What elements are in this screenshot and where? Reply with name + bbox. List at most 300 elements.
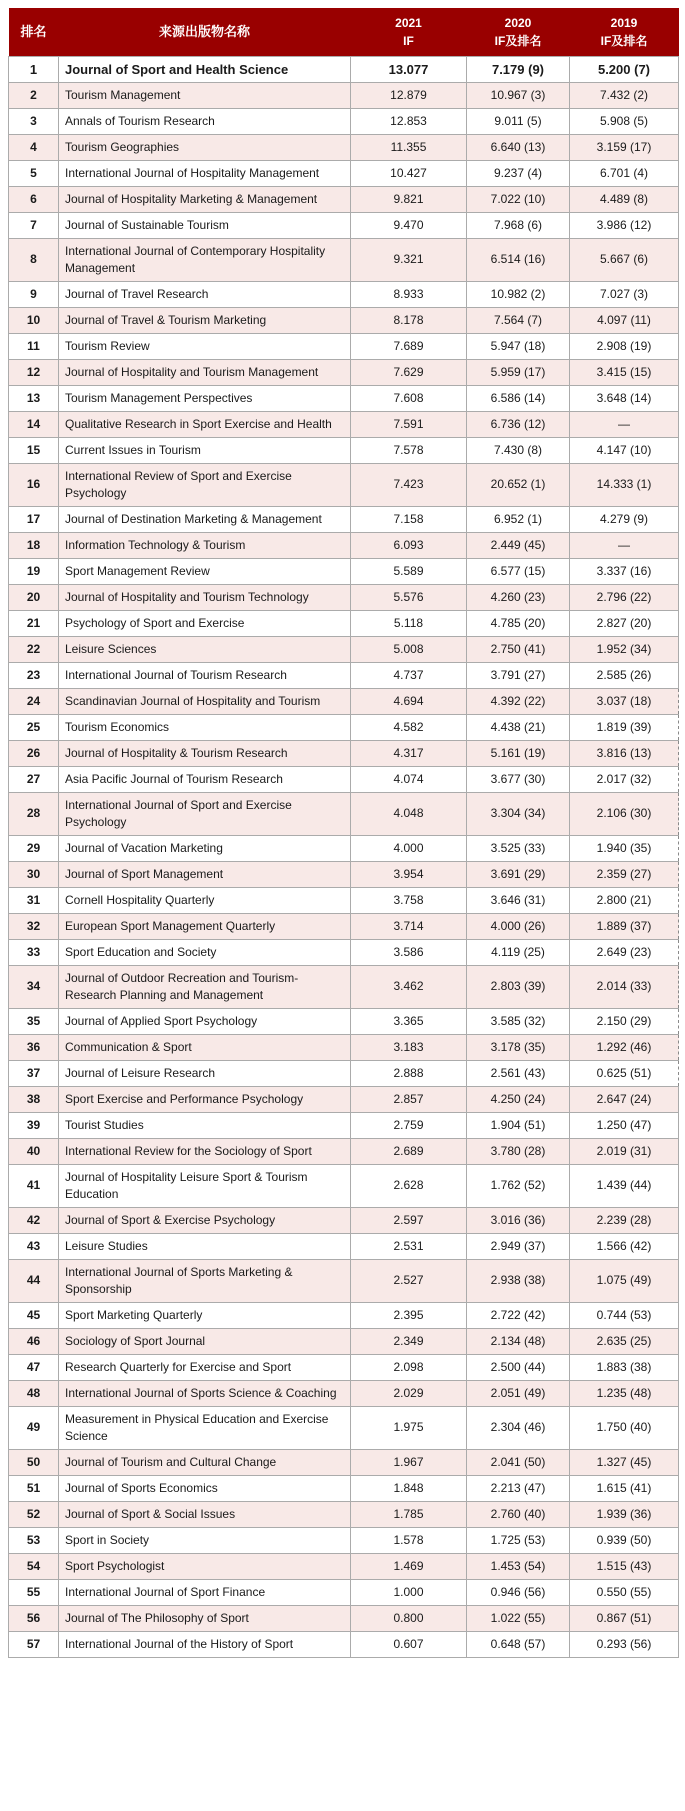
table-row [9, 1553, 679, 1579]
if-2021-cell: 4.694 [351, 688, 467, 714]
if-2019-cell: 1.250 (47) [570, 1112, 679, 1138]
col-header-2020-label: IF及排名 [494, 33, 542, 48]
journal-name-cell: Current Issues in Tourism [59, 437, 351, 463]
rank-cell: 22 [9, 636, 59, 662]
if-2019-cell: 5.667 (6) [570, 238, 679, 281]
table-row [9, 82, 679, 108]
if-2020-cell: 3.178 (35) [467, 1034, 570, 1060]
if-2020-cell: 3.585 (32) [467, 1008, 570, 1034]
col-header-2021-if [351, 8, 467, 56]
if-2020-cell: 2.500 (44) [467, 1354, 570, 1380]
if-2019-cell: 3.986 (12) [570, 212, 679, 238]
if-2021-cell: 0.800 [351, 1605, 467, 1631]
if-2019-cell: 3.337 (16) [570, 558, 679, 584]
if-2020-cell: 2.938 (38) [467, 1259, 570, 1302]
col-header-2020-if-rank [467, 8, 570, 56]
table-row [9, 558, 679, 584]
if-2021-cell: 1.975 [351, 1406, 467, 1449]
rank-cell: 42 [9, 1207, 59, 1233]
journal-name-cell: Tourism Review [59, 333, 351, 359]
journal-name-cell: Journal of Destination Marketing & Management [59, 506, 351, 532]
journal-name-cell: International Journal of Hospitality Management [59, 160, 351, 186]
if-2019-cell: 0.625 (51) [570, 1060, 679, 1086]
if-2021-cell: 5.576 [351, 584, 467, 610]
table-row [9, 1579, 679, 1605]
if-2019-cell: 4.489 (8) [570, 186, 679, 212]
table-row [9, 1086, 679, 1112]
if-2020-cell: 7.179 (9) [467, 56, 570, 82]
if-2020-cell: 3.646 (31) [467, 887, 570, 913]
if-2019-cell: 0.550 (55) [570, 1579, 679, 1605]
if-2021-cell: 2.759 [351, 1112, 467, 1138]
if-2020-cell: 7.564 (7) [467, 307, 570, 333]
if-2020-cell: 2.051 (49) [467, 1380, 570, 1406]
table-row [9, 766, 679, 792]
journal-name-cell: Scandinavian Journal of Hospitality and Tourism [59, 688, 351, 714]
if-2019-cell: 1.939 (36) [570, 1501, 679, 1527]
if-2019-cell: 4.097 (11) [570, 307, 679, 333]
if-2019-cell: 2.019 (31) [570, 1138, 679, 1164]
if-2020-cell: 6.640 (13) [467, 134, 570, 160]
journal-name-cell: Journal of Hospitality Leisure Sport & Tourism Education [59, 1164, 351, 1207]
table-row [9, 307, 679, 333]
journal-name-cell: Tourism Economics [59, 714, 351, 740]
rank-cell: 12 [9, 359, 59, 385]
if-2021-cell: 1.578 [351, 1527, 467, 1553]
table-row [9, 1060, 679, 1086]
if-2020-cell: 4.119 (25) [467, 939, 570, 965]
rank-cell: 35 [9, 1008, 59, 1034]
journal-name-cell: International Journal of Contemporary Hospitality Management [59, 238, 351, 281]
if-2020-cell: 3.791 (27) [467, 662, 570, 688]
col-header-rank: 排名 [9, 8, 59, 56]
rank-cell: 45 [9, 1302, 59, 1328]
journal-name-cell: Tourism Geographies [59, 134, 351, 160]
table-row [9, 861, 679, 887]
if-2019-cell: — [570, 532, 679, 558]
rank-cell: 52 [9, 1501, 59, 1527]
if-2019-cell: 7.027 (3) [570, 281, 679, 307]
if-2019-cell: 3.415 (15) [570, 359, 679, 385]
if-2021-cell: 4.000 [351, 835, 467, 861]
table-row [9, 965, 679, 1008]
journal-name-cell: Tourism Management [59, 82, 351, 108]
if-2021-cell: 12.853 [351, 108, 467, 134]
if-2021-cell: 7.591 [351, 411, 467, 437]
table-row [9, 56, 679, 82]
journal-name-cell: Journal of Sport Management [59, 861, 351, 887]
if-2020-cell: 2.134 (48) [467, 1328, 570, 1354]
rank-cell: 28 [9, 792, 59, 835]
table-row [9, 333, 679, 359]
journal-name-cell: Annals of Tourism Research [59, 108, 351, 134]
if-2020-cell: 4.250 (24) [467, 1086, 570, 1112]
if-2020-cell: 3.691 (29) [467, 861, 570, 887]
journal-name-cell: Journal of Sport and Health Science [59, 56, 351, 82]
table-row [9, 662, 679, 688]
page [0, 8, 685, 1658]
if-2021-cell: 5.008 [351, 636, 467, 662]
if-2021-cell: 3.183 [351, 1034, 467, 1060]
rank-cell: 11 [9, 333, 59, 359]
if-2019-cell: 1.889 (37) [570, 913, 679, 939]
if-2020-cell: 5.161 (19) [467, 740, 570, 766]
table-row [9, 1138, 679, 1164]
table-row [9, 1112, 679, 1138]
if-2020-cell: 2.750 (41) [467, 636, 570, 662]
rank-cell: 39 [9, 1112, 59, 1138]
if-2021-cell: 6.093 [351, 532, 467, 558]
if-2019-cell: 0.939 (50) [570, 1527, 679, 1553]
if-2021-cell: 1.469 [351, 1553, 467, 1579]
if-2021-cell: 8.178 [351, 307, 467, 333]
if-2021-cell: 7.689 [351, 333, 467, 359]
if-2020-cell: 3.525 (33) [467, 835, 570, 861]
table-row [9, 186, 679, 212]
rank-cell: 33 [9, 939, 59, 965]
if-2020-cell: 2.803 (39) [467, 965, 570, 1008]
if-2021-cell: 2.531 [351, 1233, 467, 1259]
if-2021-cell: 3.365 [351, 1008, 467, 1034]
table-row [9, 688, 679, 714]
rank-cell: 7 [9, 212, 59, 238]
journal-name-cell: International Journal of Sport Finance [59, 1579, 351, 1605]
if-2020-cell: 9.237 (4) [467, 160, 570, 186]
if-2019-cell: 3.037 (18) [570, 688, 679, 714]
if-2020-cell: 6.586 (14) [467, 385, 570, 411]
table-row [9, 636, 679, 662]
rank-cell: 10 [9, 307, 59, 333]
if-2019-cell: 1.566 (42) [570, 1233, 679, 1259]
rank-cell: 50 [9, 1449, 59, 1475]
if-2019-cell: 2.585 (26) [570, 662, 679, 688]
if-2021-cell: 3.462 [351, 965, 467, 1008]
if-2021-cell: 7.629 [351, 359, 467, 385]
journal-name-cell: Leisure Studies [59, 1233, 351, 1259]
rank-cell: 8 [9, 238, 59, 281]
rank-cell: 54 [9, 1553, 59, 1579]
journal-name-cell: Journal of The Philosophy of Sport [59, 1605, 351, 1631]
table-row [9, 532, 679, 558]
if-2020-cell: 4.438 (21) [467, 714, 570, 740]
journal-name-cell: Qualitative Research in Sport Exercise and Health [59, 411, 351, 437]
if-2020-cell: 7.968 (6) [467, 212, 570, 238]
if-2021-cell: 2.029 [351, 1380, 467, 1406]
if-2020-cell: 0.946 (56) [467, 1579, 570, 1605]
table-row [9, 1302, 679, 1328]
if-2021-cell: 13.077 [351, 56, 467, 82]
rank-cell: 24 [9, 688, 59, 714]
rank-cell: 51 [9, 1475, 59, 1501]
if-2020-cell: 1.022 (55) [467, 1605, 570, 1631]
if-2019-cell: 1.819 (39) [570, 714, 679, 740]
table-row [9, 1501, 679, 1527]
if-2019-cell: 4.147 (10) [570, 437, 679, 463]
if-2020-cell: 20.652 (1) [467, 463, 570, 506]
rank-cell: 4 [9, 134, 59, 160]
if-2019-cell: 1.883 (38) [570, 1354, 679, 1380]
table-row [9, 411, 679, 437]
rank-cell: 27 [9, 766, 59, 792]
table-row [9, 1449, 679, 1475]
rank-cell: 48 [9, 1380, 59, 1406]
rank-cell: 32 [9, 913, 59, 939]
rank-cell: 31 [9, 887, 59, 913]
if-2020-cell: 9.011 (5) [467, 108, 570, 134]
rank-cell: 20 [9, 584, 59, 610]
if-2021-cell: 12.879 [351, 82, 467, 108]
journal-name-cell: Asia Pacific Journal of Tourism Research [59, 766, 351, 792]
table-row [9, 1380, 679, 1406]
table-row [9, 792, 679, 835]
if-2019-cell: 2.827 (20) [570, 610, 679, 636]
if-2019-cell: 2.017 (32) [570, 766, 679, 792]
if-2020-cell: 3.677 (30) [467, 766, 570, 792]
if-2021-cell: 8.933 [351, 281, 467, 307]
rank-cell: 55 [9, 1579, 59, 1605]
if-2021-cell: 2.597 [351, 1207, 467, 1233]
rank-cell: 9 [9, 281, 59, 307]
table-row [9, 913, 679, 939]
if-2021-cell: 5.589 [351, 558, 467, 584]
if-2019-cell: 2.649 (23) [570, 939, 679, 965]
table-row [9, 506, 679, 532]
if-2021-cell: 4.317 [351, 740, 467, 766]
if-2020-cell: 4.260 (23) [467, 584, 570, 610]
journal-name-cell: Sociology of Sport Journal [59, 1328, 351, 1354]
if-2019-cell: 2.150 (29) [570, 1008, 679, 1034]
if-2019-cell: 2.239 (28) [570, 1207, 679, 1233]
journal-name-cell: International Journal of Sports Science & Coaching [59, 1380, 351, 1406]
if-2019-cell: 14.333 (1) [570, 463, 679, 506]
journal-name-cell: International Review of Sport and Exercise Psychology [59, 463, 351, 506]
journal-name-cell: Sport Education and Society [59, 939, 351, 965]
if-2021-cell: 2.628 [351, 1164, 467, 1207]
if-2019-cell: 2.359 (27) [570, 861, 679, 887]
rank-cell: 6 [9, 186, 59, 212]
if-2020-cell: 7.430 (8) [467, 437, 570, 463]
if-2021-cell: 7.158 [351, 506, 467, 532]
journal-name-cell: Sport in Society [59, 1527, 351, 1553]
table-row [9, 584, 679, 610]
rank-cell: 14 [9, 411, 59, 437]
rank-cell: 43 [9, 1233, 59, 1259]
table-row [9, 463, 679, 506]
table-row [9, 385, 679, 411]
journal-name-cell: International Journal of Tourism Research [59, 662, 351, 688]
table-row [9, 212, 679, 238]
if-2021-cell: 7.423 [351, 463, 467, 506]
if-2019-cell: 2.106 (30) [570, 792, 679, 835]
rank-cell: 34 [9, 965, 59, 1008]
journal-name-cell: Journal of Outdoor Recreation and Tourism-Research Planning and Management [59, 965, 351, 1008]
rank-cell: 25 [9, 714, 59, 740]
if-2019-cell: 3.159 (17) [570, 134, 679, 160]
if-2020-cell: 1.453 (54) [467, 1553, 570, 1579]
if-2021-cell: 9.470 [351, 212, 467, 238]
journal-name-cell: Journal of Applied Sport Psychology [59, 1008, 351, 1034]
journal-name-cell: Journal of Hospitality & Tourism Research [59, 740, 351, 766]
if-2019-cell: 0.293 (56) [570, 1631, 679, 1657]
table-row [9, 281, 679, 307]
journal-name-cell: Journal of Hospitality Marketing & Management [59, 186, 351, 212]
journal-name-cell: Journal of Travel & Tourism Marketing [59, 307, 351, 333]
if-2021-cell: 1.967 [351, 1449, 467, 1475]
journal-name-cell: International Review for the Sociology of Sport [59, 1138, 351, 1164]
rank-cell: 36 [9, 1034, 59, 1060]
if-2019-cell: 2.800 (21) [570, 887, 679, 913]
journal-name-cell: Leisure Sciences [59, 636, 351, 662]
journal-name-cell: Journal of Sport & Social Issues [59, 1501, 351, 1527]
journal-name-cell: International Journal of the History of Sport [59, 1631, 351, 1657]
journal-name-cell: Tourist Studies [59, 1112, 351, 1138]
rank-cell: 13 [9, 385, 59, 411]
rank-cell: 19 [9, 558, 59, 584]
journal-name-cell: Tourism Management Perspectives [59, 385, 351, 411]
if-2021-cell: 1.848 [351, 1475, 467, 1501]
if-2019-cell: 1.750 (40) [570, 1406, 679, 1449]
if-2021-cell: 4.582 [351, 714, 467, 740]
if-2021-cell: 2.395 [351, 1302, 467, 1328]
if-2019-cell: 0.744 (53) [570, 1302, 679, 1328]
table-row [9, 1259, 679, 1302]
if-2021-cell: 7.608 [351, 385, 467, 411]
if-2020-cell: 3.780 (28) [467, 1138, 570, 1164]
journal-name-cell: Research Quarterly for Exercise and Sport [59, 1354, 351, 1380]
if-2021-cell: 11.355 [351, 134, 467, 160]
if-2020-cell: 1.904 (51) [467, 1112, 570, 1138]
journal-name-cell: Journal of Hospitality and Tourism Management [59, 359, 351, 385]
journal-name-cell: Journal of Sustainable Tourism [59, 212, 351, 238]
if-2021-cell: 2.689 [351, 1138, 467, 1164]
rank-cell: 46 [9, 1328, 59, 1354]
if-2019-cell: 4.279 (9) [570, 506, 679, 532]
rank-cell: 1 [9, 56, 59, 82]
if-2019-cell: 5.908 (5) [570, 108, 679, 134]
table-row [9, 1328, 679, 1354]
if-2021-cell: 1.785 [351, 1501, 467, 1527]
if-2019-cell: 1.075 (49) [570, 1259, 679, 1302]
if-2020-cell: 5.947 (18) [467, 333, 570, 359]
table-row [9, 160, 679, 186]
if-2019-cell: 6.701 (4) [570, 160, 679, 186]
journal-name-cell: Psychology of Sport and Exercise [59, 610, 351, 636]
table-row [9, 939, 679, 965]
rank-cell: 37 [9, 1060, 59, 1086]
rank-cell: 23 [9, 662, 59, 688]
if-2020-cell: 2.213 (47) [467, 1475, 570, 1501]
if-2020-cell: 6.577 (15) [467, 558, 570, 584]
table-row [9, 359, 679, 385]
table-row [9, 1406, 679, 1449]
table-row [9, 714, 679, 740]
table-row [9, 610, 679, 636]
table-row [9, 108, 679, 134]
if-2020-cell: 5.959 (17) [467, 359, 570, 385]
col-header-2020-year: 2020 [504, 15, 532, 30]
table-row [9, 1631, 679, 1657]
journal-name-cell: Journal of Leisure Research [59, 1060, 351, 1086]
rank-cell: 17 [9, 506, 59, 532]
table-row [9, 1008, 679, 1034]
table-row [9, 134, 679, 160]
if-2019-cell: 3.648 (14) [570, 385, 679, 411]
table-row [9, 740, 679, 766]
if-2020-cell: 6.736 (12) [467, 411, 570, 437]
if-2020-cell: 4.392 (22) [467, 688, 570, 714]
rank-cell: 5 [9, 160, 59, 186]
if-2020-cell: 2.561 (43) [467, 1060, 570, 1086]
if-2019-cell: 2.647 (24) [570, 1086, 679, 1112]
if-2020-cell: 4.000 (26) [467, 913, 570, 939]
if-2021-cell: 9.321 [351, 238, 467, 281]
rank-cell: 26 [9, 740, 59, 766]
if-2021-cell: 9.821 [351, 186, 467, 212]
col-header-2019-label: IF及排名 [600, 33, 648, 48]
if-2021-cell: 0.607 [351, 1631, 467, 1657]
if-2020-cell: 2.760 (40) [467, 1501, 570, 1527]
table-row [9, 887, 679, 913]
journal-name-cell: Information Technology & Tourism [59, 532, 351, 558]
if-2020-cell: 2.041 (50) [467, 1449, 570, 1475]
table-row [9, 1354, 679, 1380]
if-2021-cell: 2.527 [351, 1259, 467, 1302]
table-row [9, 1475, 679, 1501]
if-2020-cell: 10.982 (2) [467, 281, 570, 307]
if-2020-cell: 4.785 (20) [467, 610, 570, 636]
if-2019-cell: 7.432 (2) [570, 82, 679, 108]
journal-name-cell: Sport Marketing Quarterly [59, 1302, 351, 1328]
if-2020-cell: 0.648 (57) [467, 1631, 570, 1657]
if-2021-cell: 2.349 [351, 1328, 467, 1354]
journal-name-cell: Journal of Vacation Marketing [59, 835, 351, 861]
table-row [9, 835, 679, 861]
rank-cell: 56 [9, 1605, 59, 1631]
rank-cell: 44 [9, 1259, 59, 1302]
col-header-2021-year: 2021 [395, 15, 422, 30]
if-2019-cell: 1.515 (43) [570, 1553, 679, 1579]
if-2021-cell: 3.714 [351, 913, 467, 939]
journal-name-cell: Sport Exercise and Performance Psychology [59, 1086, 351, 1112]
if-2021-cell: 3.758 [351, 887, 467, 913]
if-2021-cell: 3.954 [351, 861, 467, 887]
if-2020-cell: 3.016 (36) [467, 1207, 570, 1233]
if-2019-cell: 2.908 (19) [570, 333, 679, 359]
if-2021-cell: 1.000 [351, 1579, 467, 1605]
journal-name-cell: Journal of Sports Economics [59, 1475, 351, 1501]
col-header-2019-year: 2019 [610, 15, 638, 30]
journal-name-cell: Journal of Hospitality and Tourism Technology [59, 584, 351, 610]
if-2020-cell: 3.304 (34) [467, 792, 570, 835]
journal-name-cell: European Sport Management Quarterly [59, 913, 351, 939]
rank-cell: 41 [9, 1164, 59, 1207]
if-2021-cell: 4.737 [351, 662, 467, 688]
if-2019-cell: 1.327 (45) [570, 1449, 679, 1475]
rank-cell: 2 [9, 82, 59, 108]
col-header-2021-label: IF [403, 33, 414, 48]
if-2019-cell: 1.952 (34) [570, 636, 679, 662]
if-2021-cell: 10.427 [351, 160, 467, 186]
if-2021-cell: 7.578 [351, 437, 467, 463]
rank-cell: 15 [9, 437, 59, 463]
if-2019-cell: 1.292 (46) [570, 1034, 679, 1060]
if-2019-cell: 2.014 (33) [570, 965, 679, 1008]
if-2019-cell: 5.200 (7) [570, 56, 679, 82]
if-2019-cell: 2.796 (22) [570, 584, 679, 610]
if-2020-cell: 1.762 (52) [467, 1164, 570, 1207]
journal-name-cell: Journal of Travel Research [59, 281, 351, 307]
rank-cell: 57 [9, 1631, 59, 1657]
